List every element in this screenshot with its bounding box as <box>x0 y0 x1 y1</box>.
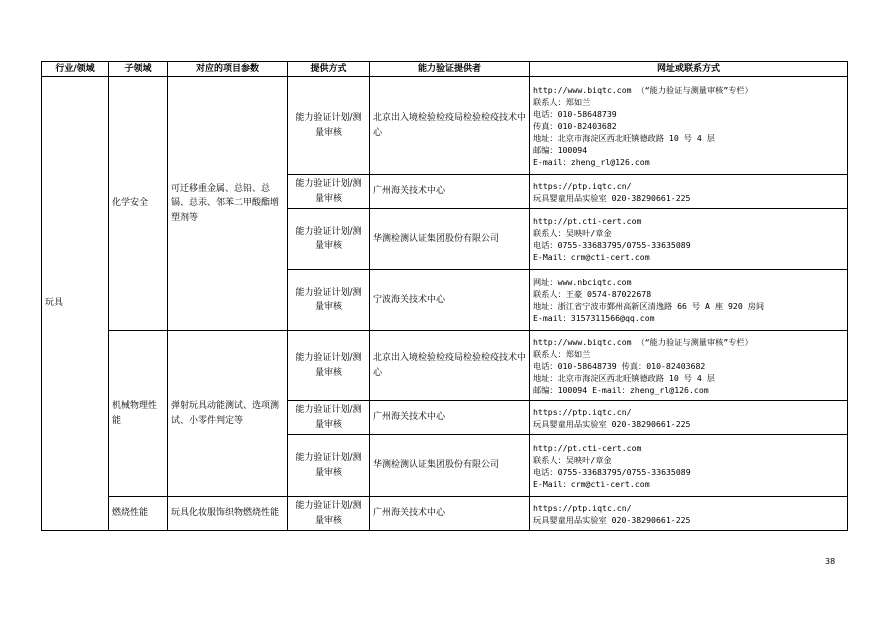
contact-line: 玩具婴童用品实验室 020-38290661-225 <box>533 192 691 203</box>
method-cell: 能力验证计划/测量审核 <box>288 270 370 331</box>
contact-line: 玩具婴童用品实验室 020-38290661-225 <box>533 514 691 525</box>
contact-line[interactable]: http://pt.cti-cert.com <box>533 442 642 453</box>
table-row <box>42 497 848 531</box>
contact-line[interactable]: E-Mail：crm@cti-cert.com <box>533 478 650 489</box>
contact-cell <box>530 77 848 175</box>
method-cell: 能力验证计划/测量审核 <box>288 331 370 401</box>
contact-line[interactable]: http://www.biqtc.com （“能力验证与测量审核”专栏） <box>533 336 753 347</box>
subfield-cell: 化学安全 <box>109 77 168 331</box>
provider-cell: 广州海关技术中心 <box>370 401 530 435</box>
contact-line[interactable]: https://ptp.iqtc.cn/ <box>533 406 632 417</box>
contact-line: 联系人：王豪 0574-87022678 <box>533 289 652 299</box>
provider-cell: 广州海关技术中心 <box>370 175 530 209</box>
method-cell: 能力验证计划/测量审核 <box>288 175 370 209</box>
params-cell: 可迁移重金属、总铅、总镉、总汞、邻苯二甲酸酯增塑剂等 <box>168 77 288 331</box>
provider-cell: 华测检测认证集团股份有限公司 <box>370 435 530 497</box>
contact-line: 电话：010-58648739 传真：010-82403682 <box>533 360 706 371</box>
provider-cell: 宁波海关技术中心 <box>370 270 530 331</box>
method-cell: 能力验证计划/测量审核 <box>288 401 370 435</box>
header-params: 对应的项目参数 <box>168 62 288 77</box>
contact-cell <box>530 331 848 401</box>
contact-line: 电话：010-58648739 <box>533 108 617 119</box>
contact-line: 传真：010-82403682 <box>533 120 617 131</box>
header-method: 提供方式 <box>288 62 370 77</box>
contact-line: 地址：浙江省宁波市鄞州高新区清逸路 66 号 A 座 920 房间 <box>533 301 765 311</box>
contact-line[interactable]: E-Mail：crm@cti-cert.com <box>533 252 650 262</box>
header-provider: 能力验证提供者 <box>370 62 530 77</box>
contact-line: 联系人：郑如兰 <box>533 348 591 359</box>
params-cell: 玩具化妆服饰织物燃烧性能 <box>168 497 288 531</box>
header-contact: 网址或联系方式 <box>530 62 848 77</box>
table-row <box>42 331 848 401</box>
header-subfield: 子领域 <box>109 62 168 77</box>
method-cell: 能力验证计划/测量审核 <box>288 77 370 175</box>
contact-line: 电话：0755-33683795/0755-33635089 <box>533 466 691 477</box>
method-cell: 能力验证计划/测量审核 <box>288 497 370 531</box>
provider-cell: 华测检测认证集团股份有限公司 <box>370 209 530 270</box>
contact-line[interactable]: http://www.biqtc.com （“能力验证与测量审核”专栏） <box>533 84 753 95</box>
proficiency-testing-table <box>41 61 848 531</box>
provider-cell: 广州海关技术中心 <box>370 497 530 531</box>
contact-line: 地址：北京市海淀区西北旺镇德政路 10 号 4 层 <box>533 132 715 143</box>
contact-line[interactable]: 网址：www.nbciqtc.com <box>533 277 632 287</box>
contact-cell <box>530 435 848 497</box>
contact-cell <box>530 175 848 209</box>
page-number: 38 <box>825 557 836 566</box>
contact-line: 联系人：吴映叶/章金 <box>533 228 612 238</box>
contact-line[interactable]: https://ptp.iqtc.cn/ <box>533 502 632 513</box>
method-cell: 能力验证计划/测量审核 <box>288 209 370 270</box>
method-cell: 能力验证计划/测量审核 <box>288 435 370 497</box>
provider-cell: 北京出入境检验检疫局检验检疫技术中心 <box>370 77 530 175</box>
contact-line[interactable]: http://pt.cti-cert.com <box>533 216 642 226</box>
subfield-cell: 燃烧性能 <box>109 497 168 531</box>
contact-line: 联系人：吴映叶/章金 <box>533 454 612 465</box>
contact-line: 联系人：郑如兰 <box>533 96 591 107</box>
contact-line[interactable]: E-mail：3157311566@qq.com <box>533 313 655 323</box>
contact-cell <box>530 270 848 331</box>
header-row <box>42 62 848 77</box>
table-row <box>42 77 848 175</box>
contact-cell <box>530 209 848 270</box>
header-industry: 行业/领域 <box>42 62 109 77</box>
params-cell: 弹射玩具动能测试、选项测试、小零件判定等 <box>168 331 288 497</box>
contact-line[interactable]: https://ptp.iqtc.cn/ <box>533 180 632 191</box>
contact-line[interactable]: E-mail：zheng_rl@126.com <box>533 156 650 167</box>
contact-cell <box>530 401 848 435</box>
subfield-cell: 机械物理性能 <box>109 331 168 497</box>
contact-cell <box>530 497 848 531</box>
contact-line[interactable]: 邮编：100094 E-mail：zheng_rl@126.com <box>533 384 709 395</box>
industry-cell: 玩具 <box>42 77 109 531</box>
provider-cell: 北京出入境检验检疫局检验检疫技术中心 <box>370 331 530 401</box>
contact-line: 玩具婴童用品实验室 020-38290661-225 <box>533 418 691 429</box>
contact-line: 电话：0755-33683795/0755-33635089 <box>533 240 691 250</box>
contact-line: 邮编：100094 <box>533 144 588 155</box>
contact-line: 地址：北京市海淀区西北旺镇德政路 10 号 4 层 <box>533 372 715 383</box>
